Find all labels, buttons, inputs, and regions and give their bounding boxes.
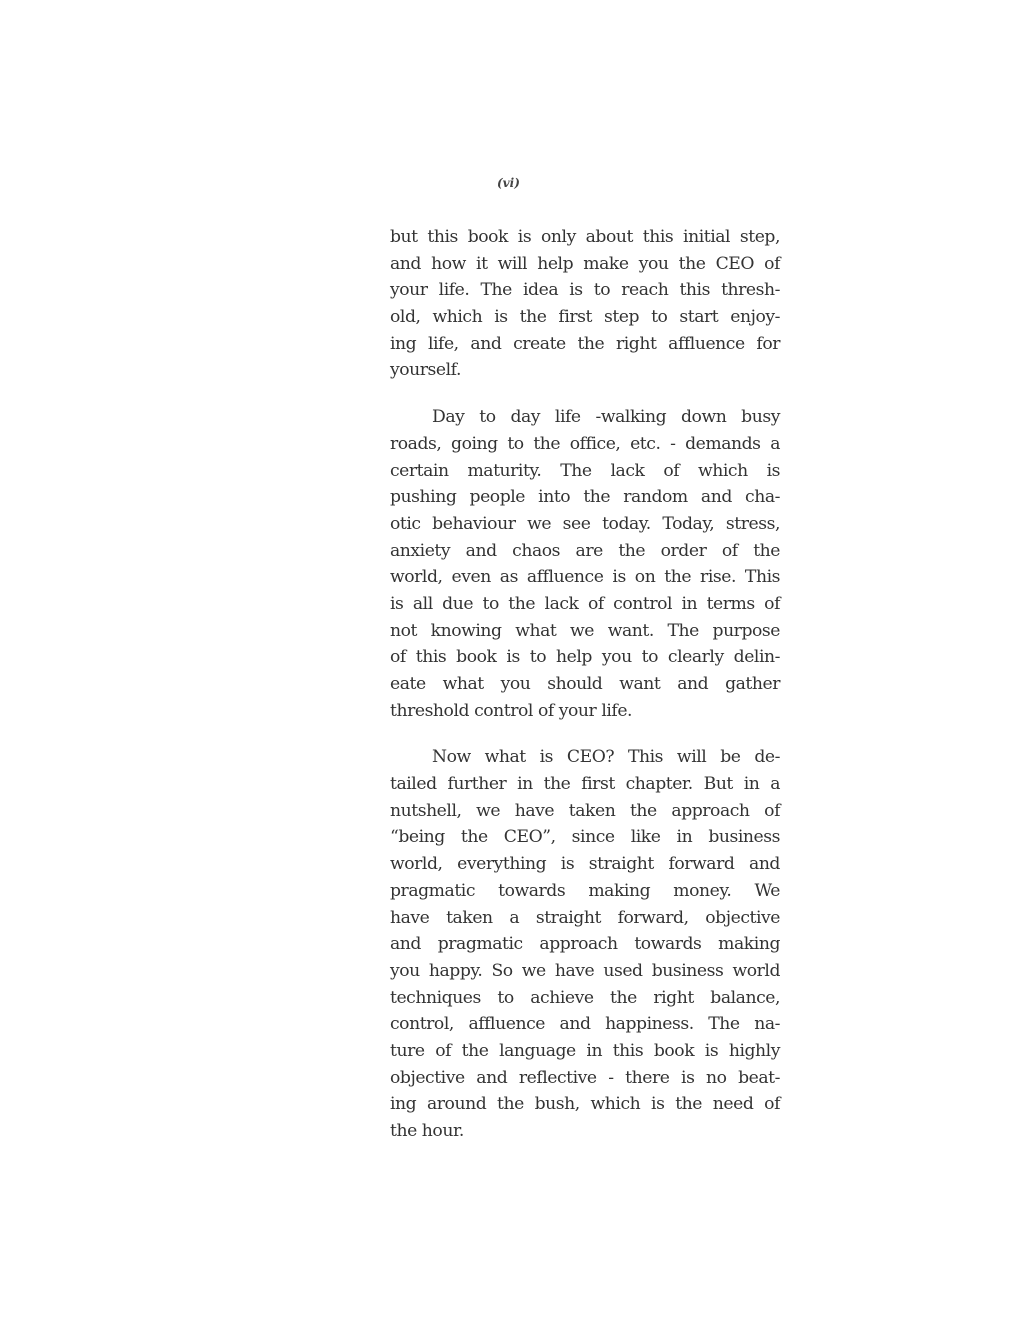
text-line: and pragmatic approach towards making: [390, 934, 780, 955]
text-line: otic behaviour we see today. Today, stress,: [390, 513, 780, 534]
text-line: anxiety and chaos are the order of the: [390, 540, 780, 561]
text-line: pragmatic towards making money. We: [390, 880, 780, 901]
paragraph: [390, 224, 780, 384]
paragraph: [390, 404, 780, 724]
text-line: Day to day life -walking down busy: [432, 407, 780, 428]
text-line: roads, going to the office, etc. - demands a: [390, 433, 780, 454]
text-line: techniques to achieve the right balance,: [390, 987, 780, 1008]
text-line: your life. The idea is to reach this thresh-: [390, 280, 780, 301]
body-text: [390, 224, 780, 1165]
text-line: world, everything is straight forward and: [390, 854, 780, 875]
text-line: nutshell, we have taken the approach of: [390, 800, 780, 821]
text-line: control, affluence and happiness. The na-: [390, 1014, 780, 1035]
text-line: ing life, and create the right affluence for: [390, 333, 780, 354]
paragraph: [390, 744, 780, 1144]
text-line: the hour.: [390, 1121, 464, 1141]
text-line: is all due to the lack of control in terms of: [390, 593, 780, 614]
text-line: of this book is to help you to clearly delin-: [390, 647, 780, 668]
text-line: have taken a straight forward, objective: [390, 907, 780, 928]
text-line: world, even as affluence is on the rise. This: [390, 567, 780, 588]
text-line: ture of the language in this book is highly: [390, 1040, 780, 1061]
text-line: Now what is CEO? This will be de-: [432, 747, 780, 768]
text-line: certain maturity. The lack of which is: [390, 460, 780, 481]
text-line: and how it will help make you the CEO of: [390, 253, 780, 274]
text-line: “being the CEO”, since like in business: [390, 827, 780, 848]
text-line: eate what you should want and gather: [390, 674, 780, 694]
text-line: ing around the bush, which is the need of: [390, 1094, 780, 1115]
text-line: objective and reflective - there is no beat-: [390, 1067, 780, 1088]
text-line: yourself.: [390, 360, 461, 381]
text-line: threshold control of your life.: [390, 700, 633, 721]
text-line: not knowing what we want. The purpose: [390, 620, 780, 641]
text-line: pushing people into the random and cha-: [390, 487, 780, 508]
text-line: old, which is the first step to start enjoy-: [390, 307, 780, 328]
text-line: but this book is only about this initial step,: [390, 227, 780, 247]
page-number: (vi): [497, 176, 520, 190]
text-line: you happy. So we have used business world: [390, 960, 780, 981]
text-line: tailed further in the first chapter. But in a: [390, 774, 780, 795]
